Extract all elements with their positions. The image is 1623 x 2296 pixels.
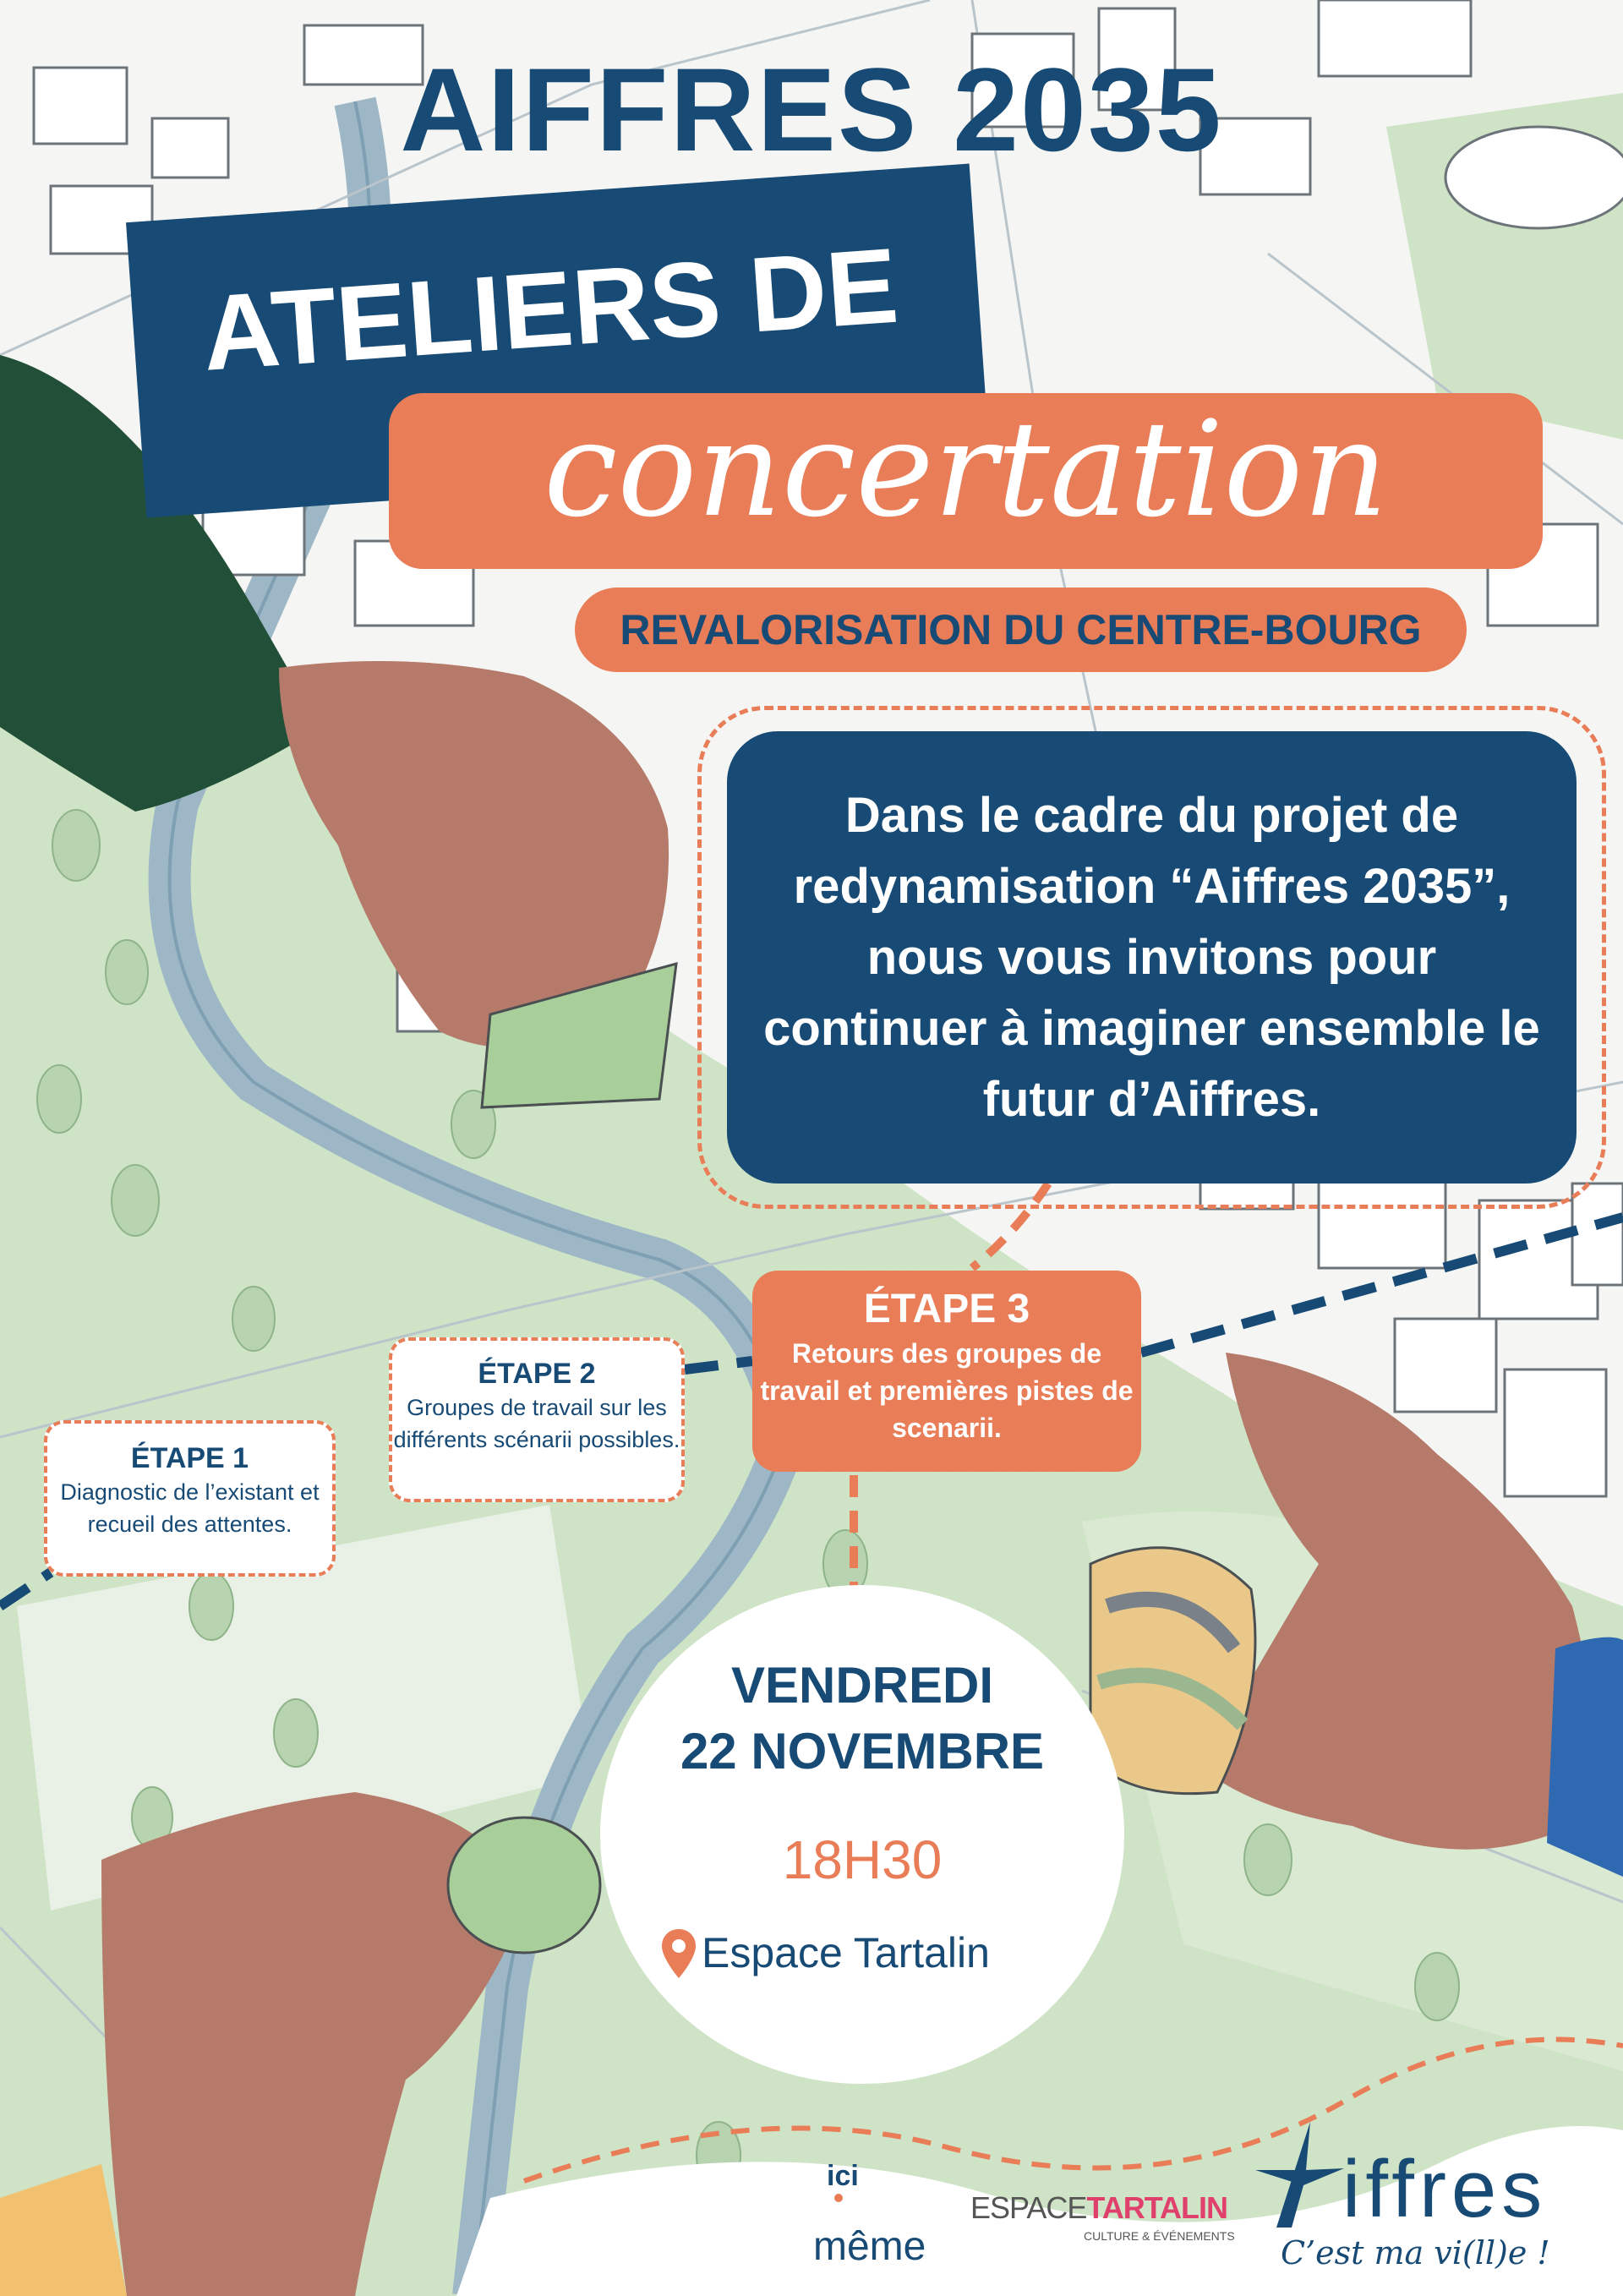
espace-tartalin-a: ESPACE [970, 2190, 1087, 2225]
main-title: AIFFRES 2035 [400, 43, 1223, 176]
step-1-card [44, 1420, 336, 1577]
aiffres-slogan: C’est ma vi(ll)e ! [1281, 2234, 1550, 2271]
event-date [600, 1653, 1124, 1785]
intro-box [727, 731, 1577, 1184]
espace-tartalin-subtitle: CULTURE & ÉVÉNEMENTS [1084, 2229, 1235, 2243]
event-day: VENDREDI [730, 1657, 994, 1714]
ici-meme-dot [834, 2194, 843, 2202]
step-2-title: ÉTAPE 2 [478, 1358, 596, 1390]
step-2-text: Groupes de travail sur les différents scénarii possibles. [393, 1395, 680, 1452]
ici-meme-logo-top: ici [827, 2160, 859, 2192]
location-pin-icon [659, 1927, 698, 1980]
event-place: Espace Tartalin [702, 1929, 990, 1976]
subtitle-badge: REVALORISATION DU CENTRE-BOURG [575, 588, 1467, 672]
heading-line-2: concertation [544, 392, 1388, 546]
aiffres-logo: iffres [1342, 2144, 1548, 2234]
step-1-title: ÉTAPE 1 [130, 1442, 249, 1474]
ici-meme-logo-bottom: même [813, 2224, 926, 2269]
intro-text: Dans le cadre du projet de redynamisation “Aiffres 2035”, nous vous invitons pour continuer à imaginer ensemble le futur d’Aiffres. [763, 787, 1540, 1127]
espace-tartalin-b: TARTALIN [1086, 2190, 1228, 2225]
event-time: 18H30 [782, 1829, 943, 1890]
step-3-title: ÉTAPE 3 [863, 1287, 1030, 1331]
step-3-card [752, 1271, 1141, 1472]
heading-line-1: ATELIERS DE [199, 225, 902, 393]
step-3-text: Retours des groupes de travail et premières pistes de scenarii. [760, 1338, 1134, 1443]
espace-tartalin-logo [970, 2189, 1227, 2227]
event-date-text: 22 NOVEMBRE [680, 1723, 1045, 1779]
step-1-text: Diagnostic de l’existant et recueil des attentes. [60, 1479, 320, 1537]
step-2-card [389, 1337, 685, 1502]
star-logo-icon [1251, 2118, 1352, 2236]
